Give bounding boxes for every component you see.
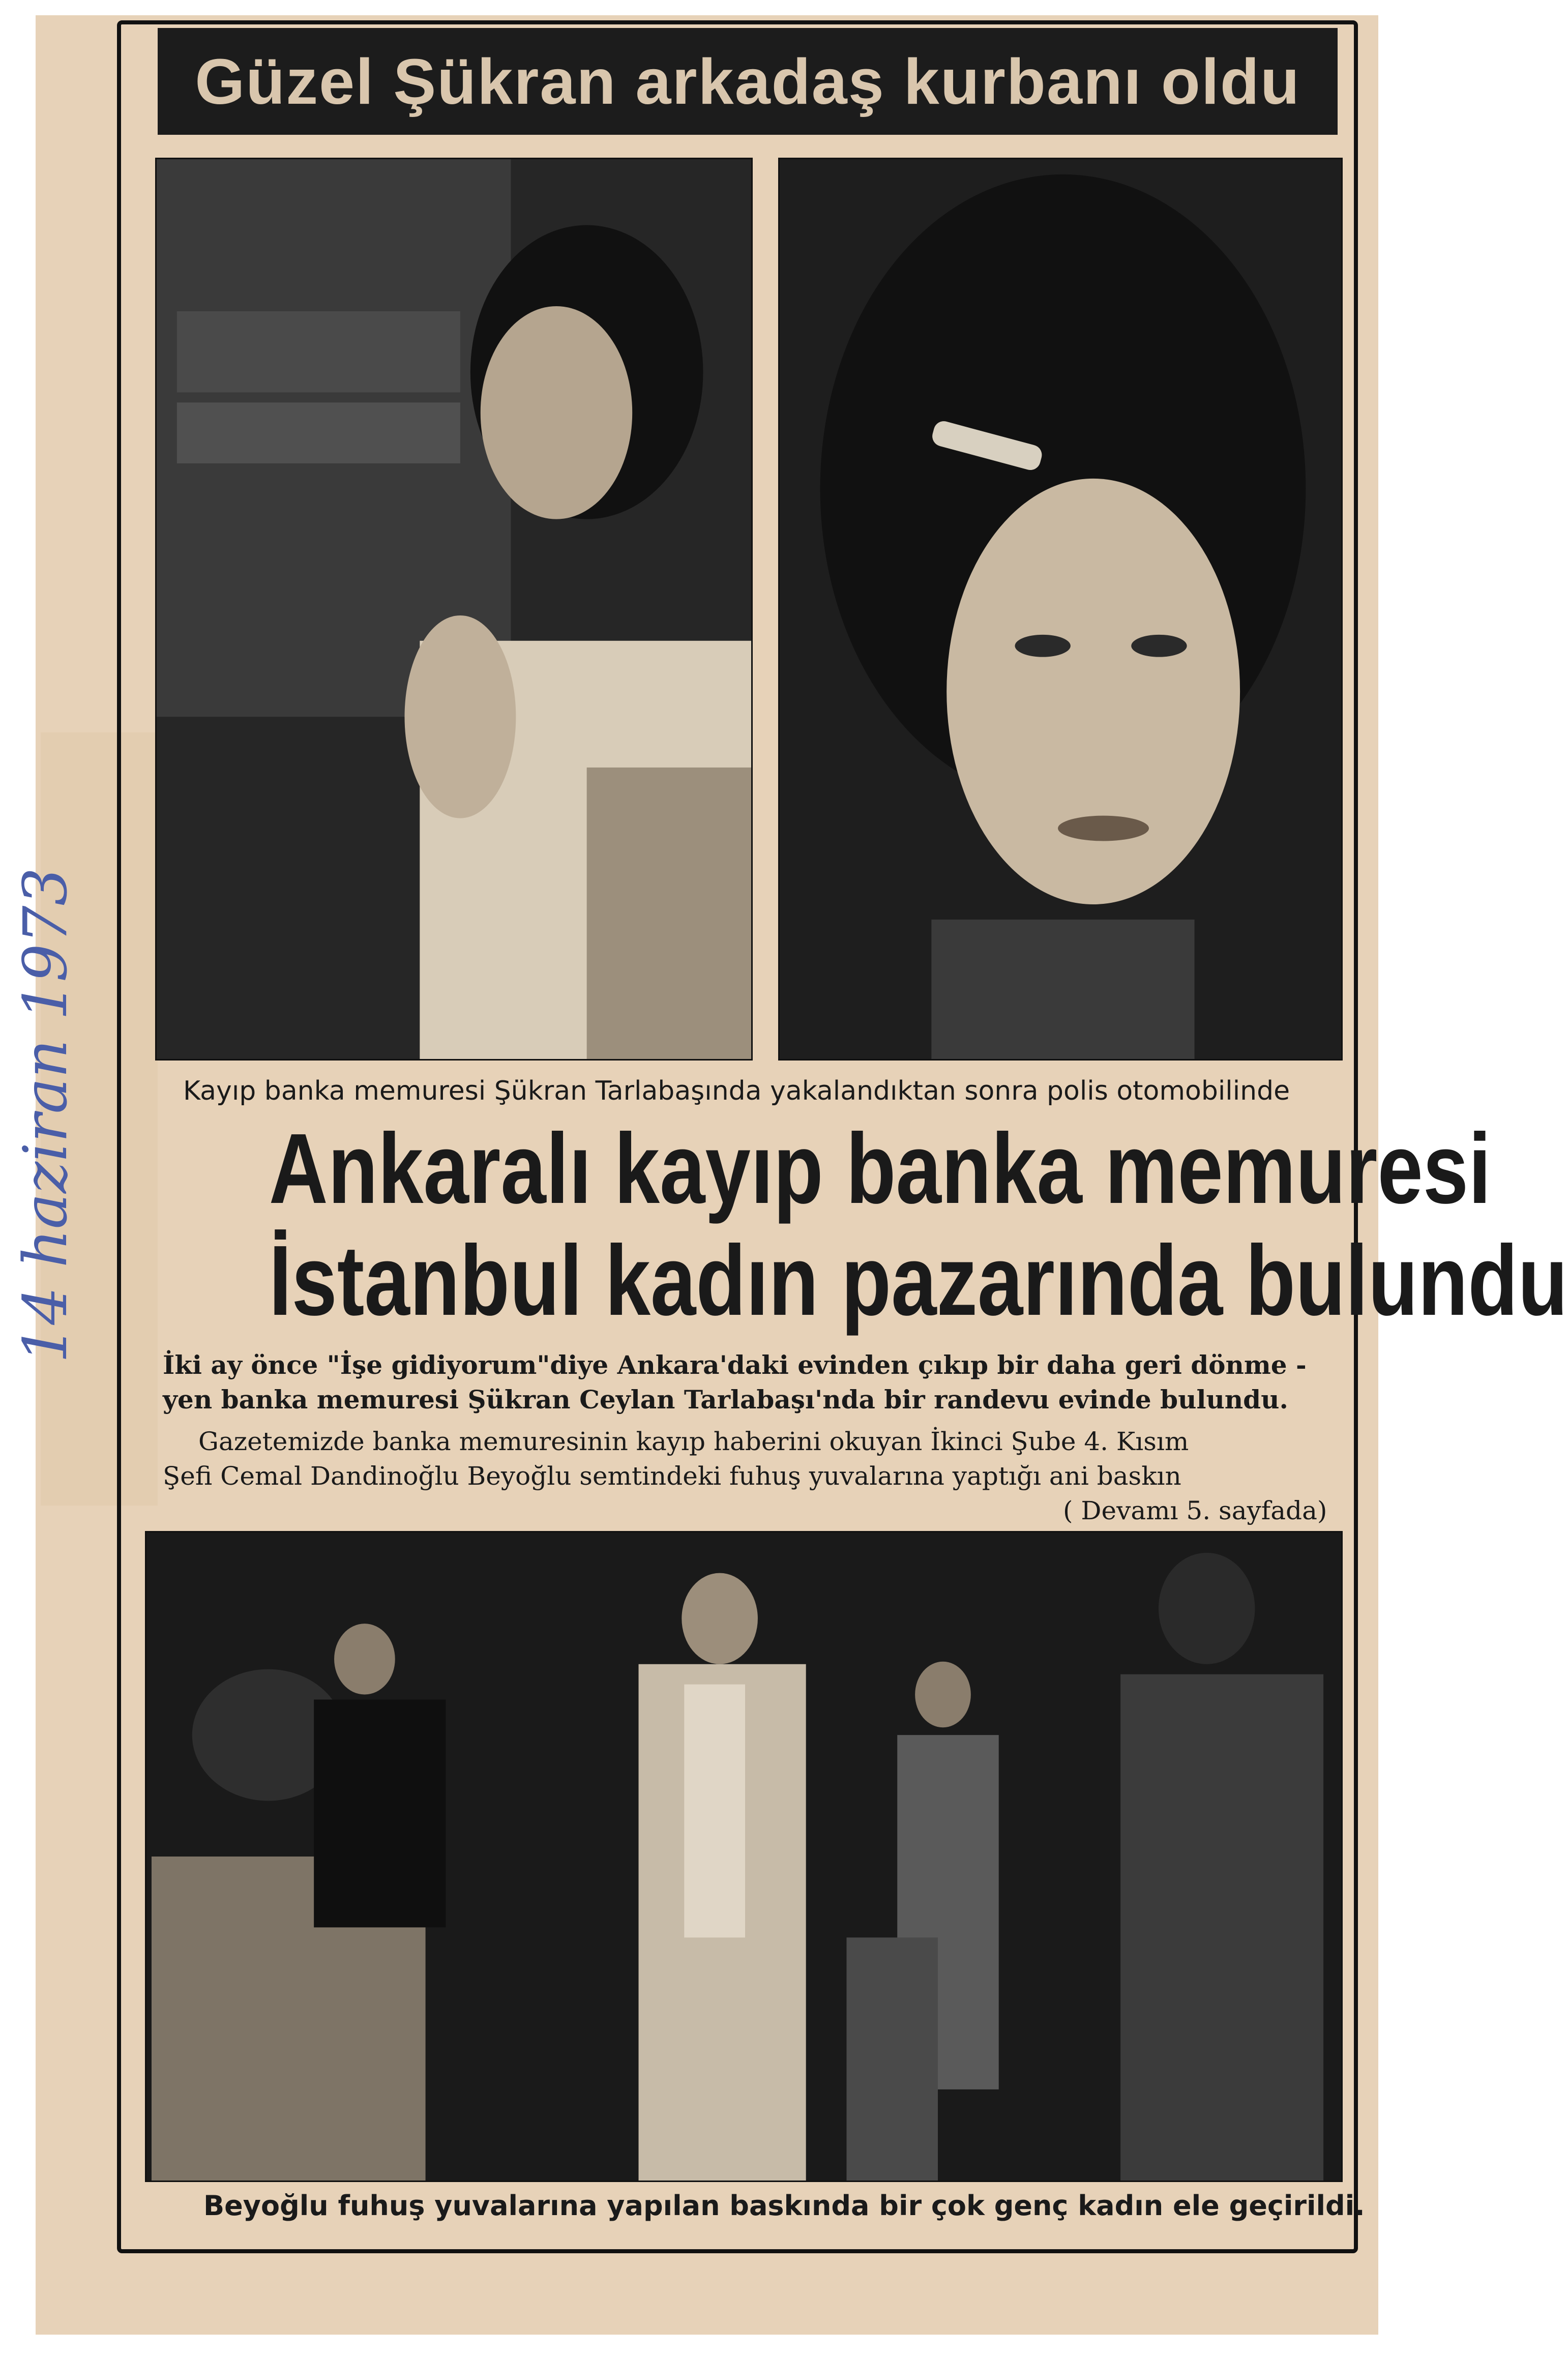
headline-line-2: İstanbul kadın pazarında bulundu [269, 1225, 1568, 1336]
photo-portrait [778, 158, 1343, 1061]
photo-raid-scene [145, 1531, 1343, 2182]
headline-line-1: Ankaralı kayıp banka memuresi [269, 1113, 1491, 1224]
article-line-3: Gazetemizde banka memuresinin kayıp haberini okuyan İkinci Şube 4. Kısım [198, 1427, 1189, 1456]
banner-title: Güzel Şükran arkadaş kurbanı oldu [158, 28, 1338, 135]
continued-note: ( Devamı 5. sayfada) [1063, 1496, 1327, 1525]
article-line-1: İki ay önce "İşe gidiyorum"diye Ankara'daki evinden çıkıp bir daha geri dönme - [163, 1350, 1307, 1380]
handwritten-date: 14 haziran 1973 [10, 867, 80, 1363]
photo-woman-in-car-image [157, 159, 751, 1059]
article-line-4: Şefi Cemal Dandinoğlu Beyoğlu semtindeki fuhuş yuvalarına yaptığı ani baskın [163, 1461, 1181, 1491]
bottom-photo-caption: Beyoğlu fuhuş yuvalarına yapılan baskında bir çok genç kadın ele geçirildi. [203, 2190, 1365, 2222]
photo-woman-in-car [155, 158, 753, 1061]
photo-portrait-image [780, 159, 1341, 1059]
article-line-2: yen banka memuresi Şükran Ceylan Tarlabaşı'nda bir randevu evinde bulundu. [163, 1385, 1288, 1415]
top-photo-caption: Kayıp banka memuresi Şükran Tarlabaşında yakalandıktan sonra polis otomobilinde [183, 1076, 1290, 1106]
photo-raid-scene-image [146, 1533, 1341, 2181]
